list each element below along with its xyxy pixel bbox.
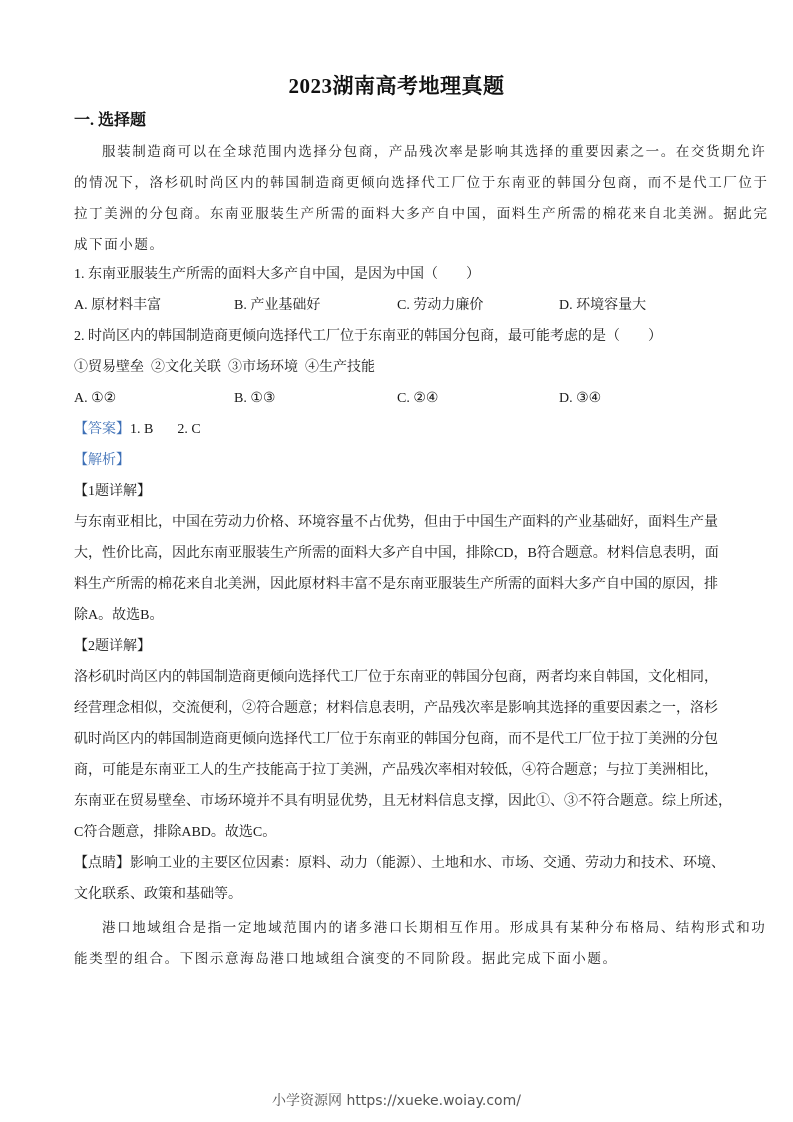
section-heading: 一. 选择题 xyxy=(74,112,147,129)
analysis-line: C符合题意，排除ABD。故选C。 xyxy=(74,825,277,840)
question-stem: 1. 东南亚服装生产所需的面料大多产自中国，是因为中国（ ） xyxy=(74,267,480,282)
tip-line xyxy=(74,854,725,874)
passage-line: 港口地域组合是指一定地域范围内的诸多港口长期相互作用。形成具有某种分布格局、结构形式和功 xyxy=(102,920,767,936)
answer-q1: 1. B xyxy=(130,422,154,437)
answer-label: 【答案】 xyxy=(74,422,130,437)
q2-detail-heading: 【2题详解】 xyxy=(74,639,151,654)
analysis-line: 东南亚在贸易壁垒、市场环境并不具有明显优势，且无材料信息支撑，因此①、③不符合题意。综上所述， xyxy=(74,794,732,809)
tip-text: 影响工业的主要区位因素：原料、动力（能源）、土地和水、市场、交通、劳动力和技术、环境、 xyxy=(130,856,725,871)
q1-detail-heading: 【1题详解】 xyxy=(74,484,151,499)
footer-watermark: 小学资源网 https://xueke.woiay.com/ xyxy=(272,1093,521,1109)
analysis-line: 矶时尚区内的韩国制造商更倾向选择代工厂位于东南亚的韩国分包商，而不是代工厂位于拉丁美洲的分包 xyxy=(74,732,718,747)
passage-line: 成下面小题。 xyxy=(74,237,165,253)
page-title: 2023湖南高考地理真题 xyxy=(288,74,505,98)
answer-row xyxy=(74,420,720,440)
analysis-line: 料生产所需的棉花来自北美洲，因此原材料丰富不是东南亚服装生产所需的面料大多产自中国的原因，排 xyxy=(74,577,718,592)
analysis-line: 除A。故选B。 xyxy=(74,608,164,623)
analysis-line: 大，性价比高，因此东南亚服装生产所需的面料大多产自中国，排除CD，B符合题意。材料信息表明，面 xyxy=(74,546,719,561)
analysis-line: 洛杉矶时尚区内的韩国制造商更倾向选择代工厂位于东南亚的韩国分包商，两者均来自韩国，文化相同， xyxy=(74,670,718,685)
tip-line: 文化联系、政策和基础等。 xyxy=(74,887,242,902)
question-factors: ①贸易壁垒 ②文化关联 ③市场环境 ④生产技能 xyxy=(74,360,375,375)
tip-label: 【点睛】 xyxy=(74,856,130,871)
option-d[interactable]: D. ③④ xyxy=(559,391,602,406)
option-b[interactable]: B. ①③ xyxy=(234,391,276,406)
passage-line: 拉丁美洲的分包商。东南亚服装生产所需的面料大多产自中国，面料生产所需的棉花来自北美洲。据此完 xyxy=(74,206,769,222)
answer-q2: 2. C xyxy=(177,422,201,437)
analysis-line: 商，可能是东南亚工人的生产技能高于拉丁美洲，产品残次率相对较低，④符合题意；与拉丁美洲相比， xyxy=(74,763,718,778)
analysis-label: 【解析】 xyxy=(74,453,130,468)
passage-line: 服装制造商可以在全球范围内选择分包商，产品残次率是影响其选择的重要因素之一。在交货期允许 xyxy=(102,144,767,160)
option-a[interactable]: A. 原材料丰富 xyxy=(74,298,162,313)
option-b[interactable]: B. 产业基础好 xyxy=(234,298,321,313)
passage-line: 能类型的组合。下图示意海岛港口地域组合演变的不同阶段。据此完成下面小题。 xyxy=(74,951,618,967)
option-d[interactable]: D. 环境容量大 xyxy=(559,298,647,313)
analysis-line: 与东南亚相比，中国在劳动力价格、环境容量不占优势，但由于中国生产面料的产业基础好，面料生产量 xyxy=(74,515,718,530)
option-c[interactable]: C. 劳动力廉价 xyxy=(397,298,484,313)
option-a[interactable]: A. ①② xyxy=(74,391,117,406)
passage-line: 的情况下，洛杉矶时尚区内的韩国制造商更倾向选择代工厂位于东南亚的韩国分包商，而不是代工厂位于 xyxy=(74,175,769,191)
option-c[interactable]: C. ②④ xyxy=(397,391,439,406)
analysis-line: 经营理念相似，交流便利，②符合题意；材料信息表明，产品残次率是影响其选择的重要因素之一，洛杉 xyxy=(74,701,718,716)
question-stem: 2. 时尚区内的韩国制造商更倾向选择代工厂位于东南亚的韩国分包商，最可能考虑的是（ ） xyxy=(74,329,662,344)
